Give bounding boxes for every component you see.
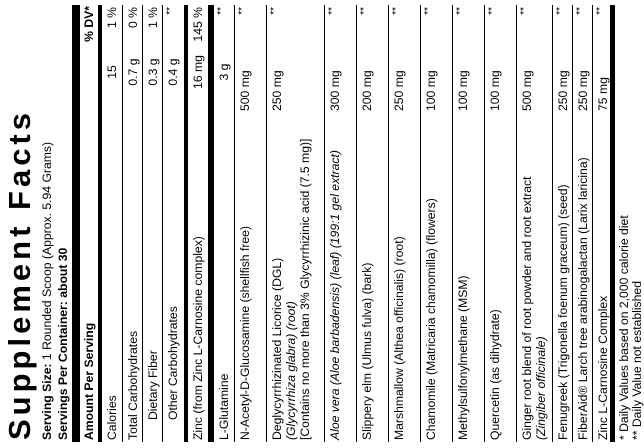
bottom-rule (610, 5, 615, 442)
nutrient-name-line: Ginger root blend of root powder and root extract (520, 176, 534, 440)
nutrient-dv: ** (327, 7, 338, 15)
nutrient-amount: 3 g (217, 63, 231, 81)
nutrient-amount: 200 mg (360, 70, 374, 111)
nutrient-dv: ** (391, 7, 402, 15)
nutrient-amount: 16 mg (191, 55, 205, 89)
table-row (234, 5, 267, 442)
nutrient-dv: ** (487, 7, 498, 15)
nutrient-amount: 500 mg (520, 70, 534, 111)
nutrient-dv: ** (575, 7, 586, 15)
table-row (484, 5, 517, 442)
nutrient-amount: 500 mg (238, 70, 252, 111)
nutrient-dv: ** (519, 7, 530, 15)
nutrient-dv: ** (455, 7, 466, 15)
nutrient-name: Calories (105, 395, 119, 440)
table-row (592, 5, 611, 442)
nutrient-dv: ** (555, 7, 566, 15)
nutrient-dv: 145 % (191, 7, 205, 42)
nutrient-dv: ** (216, 7, 227, 15)
serving-size-value: 1 Rounded Scoop (Approx. 5.94 Grams) (40, 141, 54, 361)
nutrient-name (520, 100, 548, 440)
nutrient-amount: 250 mg (556, 70, 570, 111)
nutrient-dv: 1 % (146, 7, 160, 29)
nutrient-amount: 100 mg (456, 70, 470, 111)
nutrient-name: Aloe vera (Aloe barbadensis) (leaf) (199:1 gel extract) (328, 150, 342, 440)
table-row (214, 5, 234, 442)
nutrient-dv: ** (165, 7, 176, 15)
amount-per-serving-header: Amount Per Serving (82, 322, 96, 440)
table-row (572, 5, 593, 442)
nutrient-amount: 75 mg (596, 77, 610, 111)
nutrient-name: Methylsulfonylmethane (MSM) (456, 275, 470, 440)
nutrient-dv: 1 % (105, 7, 119, 29)
nutrient-amount: 100 mg (424, 70, 438, 111)
nutrient-dv: ** (359, 7, 370, 15)
nutrient-name: Marshmallow (Althea officinalis) (root) (392, 236, 406, 440)
nutrient-name: Chamomile (Matricaria chamomilla) (flowers) (424, 198, 438, 440)
table-row (516, 5, 553, 442)
nutrient-name-line: Deglycyrrhizinated Licorice (DGL) (270, 257, 284, 440)
nutrient-amount: 250 mg (270, 70, 284, 111)
daily-value-header: % DV* (82, 6, 96, 42)
footnote-daily-values: * Daily Values based on 2,000 calorie diet (617, 215, 631, 440)
nutrient-name: N-Acetyl-D-Glucosamine (shellfish free) (238, 225, 252, 440)
nutrient-name: Total Carbohydrates (126, 330, 140, 440)
nutrient-amount: 0.4 g (166, 58, 180, 86)
nutrient-dv: 0 % (126, 7, 140, 29)
nutrient-name: Zinc L-Carnosine Complex (596, 295, 610, 440)
table-row (552, 5, 573, 442)
table-row (452, 5, 485, 442)
table-row (266, 5, 325, 442)
nutrient-name: Other Carbohydrates (166, 306, 180, 420)
nutrient-name: FiberAid® Larch tree arabinogalactan (Larix laricina) (576, 157, 590, 440)
nutrient-amount: 250 mg (576, 70, 590, 111)
nutrient-name-line: [Contains no more than 3% Glycyrrhizinic acid (7.5 mg)] (298, 138, 312, 440)
nutrient-dv: ** (423, 7, 434, 15)
nutrient-name: Slippery elm (Ulmus fulva) (bark) (360, 262, 374, 440)
nutrient-dv: ** (269, 7, 280, 15)
nutrient-amount: 0.3 g (146, 58, 160, 86)
footnote-not-established: ** Daily Value not established (630, 281, 644, 440)
panel-title: Supplement Facts (2, 109, 37, 440)
table-row (420, 5, 453, 442)
nutrient-name: Fenugreek (Trigonella foenum graceum) (seed) (556, 184, 570, 440)
serving-size-label: Serving Size: (40, 363, 54, 440)
nutrient-name-line: (Zingiber officinale) (534, 336, 548, 440)
table-row (388, 5, 421, 442)
table-row (356, 5, 389, 442)
table-row (324, 5, 357, 442)
nutrient-amount: 0.7 g (126, 58, 140, 86)
nutrient-name: L-Glutamine (217, 373, 231, 440)
nutrient-name: Dietary Fiber (146, 350, 160, 420)
nutrient-name: Quercetin (as dihydrate) (488, 309, 502, 440)
nutrient-amount: 100 mg (488, 70, 502, 111)
nutrient-name (270, 100, 312, 440)
nutrient-dv: ** (237, 7, 248, 15)
servings-per-container-text: Servings Per Container: about 30 (56, 247, 70, 440)
nutrient-name-line: (Glycyrrhiza glabra) (root) (284, 301, 298, 440)
nutrient-amount: 250 mg (392, 70, 406, 111)
nutrient-dv: ** (595, 7, 606, 15)
nutrient-name: Zinc (from Zinc L-Carnosine complex) (191, 236, 205, 440)
nutrient-amount: 15 (105, 65, 119, 79)
nutrient-amount: 300 mg (328, 70, 342, 111)
